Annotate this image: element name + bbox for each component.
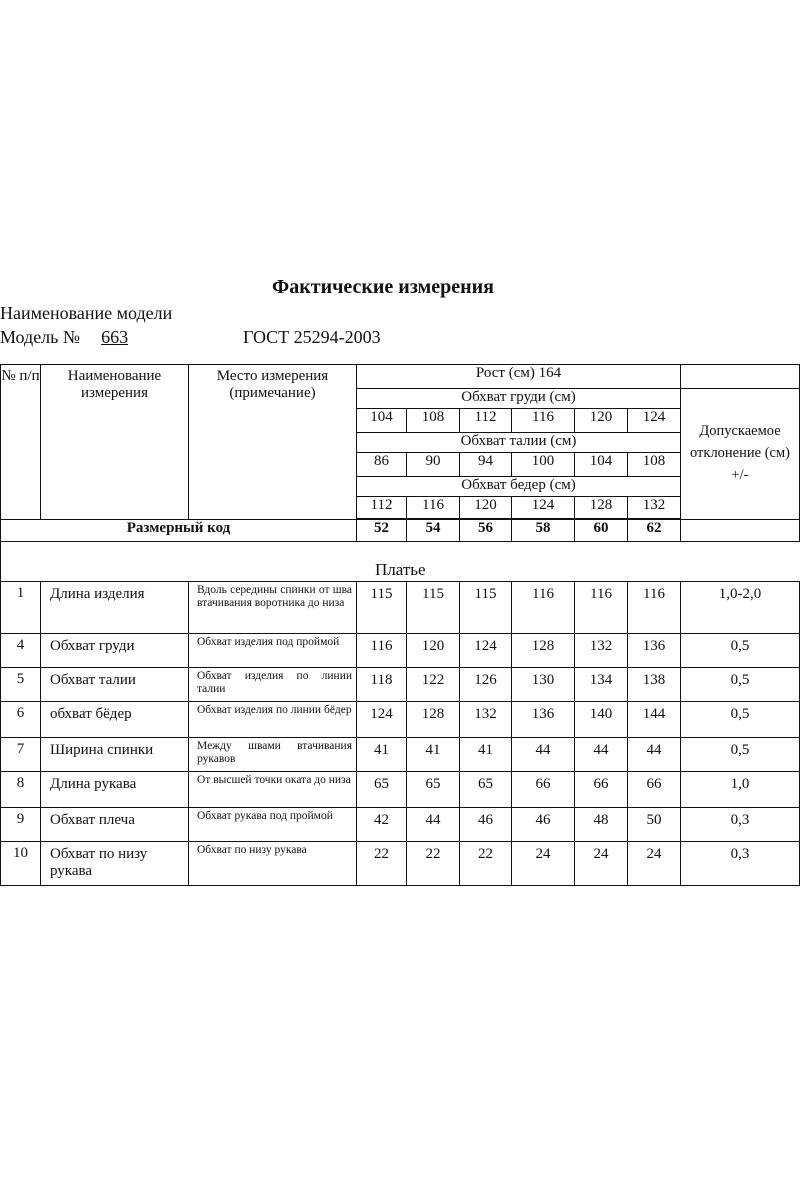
table-row [1,808,800,842]
row-value: 24 [575,842,628,886]
row-value: 66 [512,772,575,808]
table-row [1,738,800,772]
row-name: Обхват плеча [41,808,189,842]
row-value: 124 [460,634,512,668]
header-waist-label: Обхват талии (см) [357,433,681,453]
row-value: 44 [628,738,681,772]
row-value: 65 [357,772,407,808]
table-row [1,634,800,668]
row-name: Обхват по низу рукава [41,842,189,886]
row-number: 7 [1,738,41,772]
row-value: 65 [407,772,460,808]
row-tolerance: 0,5 [681,634,800,668]
row-value: 126 [460,668,512,702]
row-value: 41 [357,738,407,772]
hips-size: 128 [575,497,628,519]
row-value: 22 [357,842,407,886]
size-code: 62 [628,520,681,542]
row-name: Длина изделия [41,582,189,634]
row-number: 5 [1,668,41,702]
row-place: Обхват изделия по линии талии [189,668,357,702]
row-number: 9 [1,808,41,842]
row-place: Обхват изделия под проймой [189,634,357,668]
row-value: 46 [460,808,512,842]
row-number: 6 [1,702,41,738]
waist-size: 100 [512,453,575,477]
model-label: Модель № [0,327,81,347]
row-value: 44 [512,738,575,772]
section-title: Платье [1,542,800,582]
hips-size: 124 [512,497,575,519]
row-number: 1 [1,582,41,634]
row-value: 116 [512,582,575,634]
row-value: 134 [575,668,628,702]
header-chest-label: Обхват груди (см) [357,389,681,409]
measurements-table [0,364,800,886]
row-value: 118 [357,668,407,702]
row-value: 115 [407,582,460,634]
row-value: 48 [575,808,628,842]
waist-size: 86 [357,453,407,477]
header-num: № п/п [1,365,41,520]
row-value: 116 [357,634,407,668]
row-value: 120 [407,634,460,668]
row-tolerance: 0,5 [681,738,800,772]
row-place: Между швами втачивания рукавов [189,738,357,772]
row-value: 115 [460,582,512,634]
row-name: Длина рукава [41,772,189,808]
page-title: Фактические измерения [272,276,494,298]
row-value: 128 [407,702,460,738]
row-place: Обхват по низу рукава [189,842,357,886]
row-tolerance: 0,3 [681,842,800,886]
row-place: От высшей точки оката до низа [189,772,357,808]
header-name: Наименование измерения [41,365,189,520]
row-name: Обхват груди [41,634,189,668]
waist-size: 108 [628,453,681,477]
row-place: Вдоль середины спинки от шва втачивания воротника до низа [189,582,357,634]
row-value: 116 [575,582,628,634]
table-row [1,702,800,738]
row-value: 24 [628,842,681,886]
row-value: 65 [460,772,512,808]
table-row [1,582,800,634]
row-value: 128 [512,634,575,668]
chest-size: 124 [628,409,681,433]
row-value: 41 [460,738,512,772]
row-value: 24 [512,842,575,886]
model-number: 663 [101,327,129,347]
row-value: 132 [575,634,628,668]
row-tolerance: 1,0 [681,772,800,808]
header-height: Рост (см) 164 [357,365,681,389]
row-value: 44 [407,808,460,842]
row-number: 4 [1,634,41,668]
row-value: 122 [407,668,460,702]
row-value: 44 [575,738,628,772]
row-value: 50 [628,808,681,842]
waist-size: 104 [575,453,628,477]
row-number: 8 [1,772,41,808]
table-row [1,842,800,886]
size-code: 60 [575,520,628,542]
hips-size: 112 [357,497,407,519]
row-value: 42 [357,808,407,842]
hips-size: 132 [628,497,681,519]
table-row [1,772,800,808]
row-value: 22 [460,842,512,886]
row-tolerance: 0,5 [681,668,800,702]
size-code: 56 [460,520,512,542]
header-place: Место измерения (примечание) [189,365,357,520]
model-name-label: Наименование модели [0,303,173,323]
row-place: Обхват изделия по линии бёдер [189,702,357,738]
row-value: 136 [628,634,681,668]
size-code: 52 [357,520,407,542]
row-name: обхват бёдер [41,702,189,738]
chest-size: 112 [460,409,512,433]
size-code: 58 [512,520,575,542]
row-value: 132 [460,702,512,738]
waist-size: 94 [460,453,512,477]
size-code: 54 [407,520,460,542]
header-hips-label: Обхват бедер (см) [357,477,681,497]
row-name: Обхват талии [41,668,189,702]
row-value: 46 [512,808,575,842]
chest-size: 104 [357,409,407,433]
row-value: 144 [628,702,681,738]
size-code-label: Размерный код [1,520,357,542]
row-tolerance: 0,5 [681,702,800,738]
chest-size: 120 [575,409,628,433]
row-value: 115 [357,582,407,634]
row-name: Ширина спинки [41,738,189,772]
row-value: 116 [628,582,681,634]
table-row [1,668,800,702]
waist-size: 90 [407,453,460,477]
row-tolerance: 1,0-2,0 [681,582,800,634]
row-number: 10 [1,842,41,886]
chest-size: 108 [407,409,460,433]
row-value: 66 [575,772,628,808]
row-value: 138 [628,668,681,702]
row-value: 66 [628,772,681,808]
hips-size: 120 [460,497,512,519]
row-value: 41 [407,738,460,772]
gost-label: ГОСТ 25294-2003 [243,327,381,347]
row-place: Обхват рукава под проймой [189,808,357,842]
row-value: 124 [357,702,407,738]
row-value: 136 [512,702,575,738]
chest-size: 116 [512,409,575,433]
row-tolerance: 0,3 [681,808,800,842]
row-value: 22 [407,842,460,886]
header-tolerance: Допускаемое отклонение (см) +/- [681,389,800,520]
model-line [0,327,800,348]
row-value: 140 [575,702,628,738]
hips-size: 116 [407,497,460,519]
row-value: 130 [512,668,575,702]
